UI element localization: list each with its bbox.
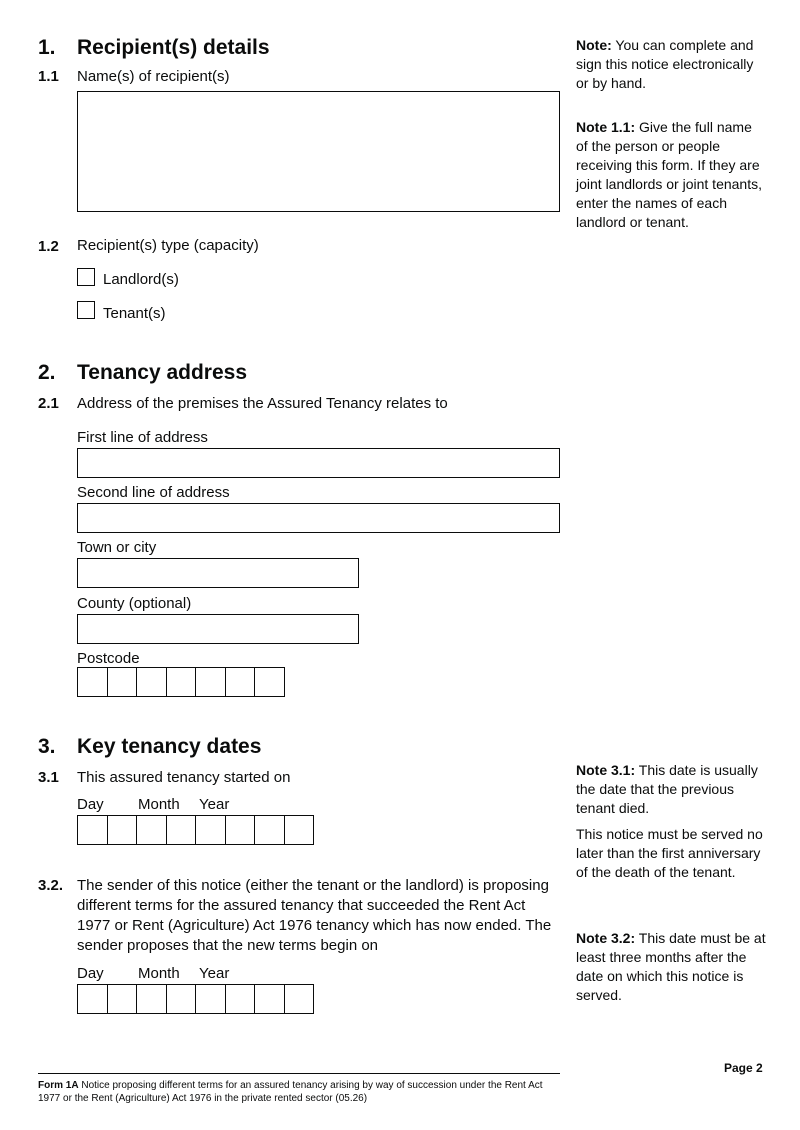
question-3-2-number: 3.2. bbox=[38, 877, 64, 894]
date-cell[interactable] bbox=[166, 984, 197, 1014]
general-note-label: Note: bbox=[576, 37, 612, 53]
section-2-number: 2. bbox=[38, 361, 56, 384]
question-3-2-label: The sender of this notice (either the tenant or the landlord) is proposing different terms for the assured tenancy that succeeded the Rent Act 1977 or Rent (Agriculture) Act 1976 tenancy which has now ended. The sender proposes that the new terms begin on bbox=[77, 877, 552, 954]
note-3-1-label: Note 3.1: bbox=[576, 762, 636, 778]
county-field[interactable] bbox=[77, 614, 359, 644]
footer-form-description bbox=[38, 1079, 560, 1105]
start-year-label: Year bbox=[199, 796, 230, 813]
tenant-checkbox[interactable] bbox=[77, 301, 95, 319]
footer-divider bbox=[38, 1073, 560, 1074]
footer-form-text: Notice proposing different terms for an assured tenancy arising by way of succession under the Rent Act 1977 or the Rent (Agriculture) Act 1976 in the private rented sector (05.26) bbox=[38, 1080, 543, 1104]
question-3-1-label: This assured tenancy started on bbox=[77, 769, 291, 786]
new-terms-year-label: Year bbox=[199, 965, 230, 982]
start-day-label: Day bbox=[77, 796, 104, 813]
note-1-1 bbox=[576, 118, 766, 232]
tenant-checkbox-label: Tenant(s) bbox=[103, 305, 166, 322]
postcode-cell[interactable] bbox=[225, 667, 256, 697]
date-cell[interactable] bbox=[254, 984, 285, 1014]
town-field[interactable] bbox=[77, 558, 359, 588]
section-1-title: Recipient(s) details bbox=[77, 36, 270, 59]
date-cell[interactable] bbox=[136, 815, 167, 845]
section-1-number: 1. bbox=[38, 36, 56, 59]
new-terms-date-field[interactable] bbox=[77, 984, 314, 1014]
postcode-cell[interactable] bbox=[195, 667, 226, 697]
general-note-text: You can complete and sign this notice electronically or by hand. bbox=[576, 37, 754, 91]
landlord-checkbox-label: Landlord(s) bbox=[103, 271, 179, 288]
question-1-2-number: 1.2 bbox=[38, 238, 59, 255]
postcode-cell[interactable] bbox=[166, 667, 197, 697]
question-2-1-number: 2.1 bbox=[38, 395, 59, 412]
address-line1-label: First line of address bbox=[77, 429, 208, 446]
question-2-1-label: Address of the premises the Assured Tenancy relates to bbox=[77, 395, 448, 412]
question-3-1-number: 3.1 bbox=[38, 769, 59, 786]
question-1-1-label: Name(s) of recipient(s) bbox=[77, 68, 230, 85]
address-line2-label: Second line of address bbox=[77, 484, 230, 501]
date-cell[interactable] bbox=[107, 815, 138, 845]
note-1-1-text: Give the full name of the person or people receiving this form. If they are joint landlords or joint tenants, enter the names of each landlord or tenant. bbox=[576, 119, 762, 230]
date-cell[interactable] bbox=[77, 815, 108, 845]
date-cell[interactable] bbox=[136, 984, 167, 1014]
postcode-label: Postcode bbox=[77, 650, 140, 667]
date-cell[interactable] bbox=[225, 984, 256, 1014]
date-cell[interactable] bbox=[77, 984, 108, 1014]
address-line2-field[interactable] bbox=[77, 503, 560, 533]
date-cell[interactable] bbox=[254, 815, 285, 845]
postcode-cell[interactable] bbox=[136, 667, 167, 697]
note-3-2-label: Note 3.2: bbox=[576, 930, 636, 946]
note-3-1-text: This date is usually the date that the previous tenant died. bbox=[576, 762, 758, 816]
date-cell[interactable] bbox=[284, 984, 315, 1014]
start-date-field[interactable] bbox=[77, 815, 314, 845]
question-1-1-number: 1.1 bbox=[38, 68, 59, 85]
postcode-cell[interactable] bbox=[77, 667, 108, 697]
recipient-names-field[interactable] bbox=[77, 91, 560, 212]
question-1-2-label: Recipient(s) type (capacity) bbox=[77, 237, 259, 254]
landlord-checkbox[interactable] bbox=[77, 268, 95, 286]
note-3-1 bbox=[576, 761, 766, 818]
town-label: Town or city bbox=[77, 539, 157, 556]
note-3-1-continued: This notice must be served no later than the first anniversary of the death of the tenant. bbox=[576, 826, 763, 880]
postcode-field[interactable] bbox=[77, 667, 285, 697]
date-cell[interactable] bbox=[195, 815, 226, 845]
address-line1-field[interactable] bbox=[77, 448, 560, 478]
footer-form-label: Form 1A bbox=[38, 1080, 79, 1091]
date-cell[interactable] bbox=[195, 984, 226, 1014]
note-3-2 bbox=[576, 929, 766, 1005]
start-month-label: Month bbox=[138, 796, 180, 813]
section-3-number: 3. bbox=[38, 735, 56, 758]
page-number: Page 2 bbox=[724, 1061, 763, 1075]
date-cell[interactable] bbox=[225, 815, 256, 845]
new-terms-day-label: Day bbox=[77, 965, 104, 982]
section-3-title: Key tenancy dates bbox=[77, 735, 262, 758]
new-terms-month-label: Month bbox=[138, 965, 180, 982]
section-2-title: Tenancy address bbox=[77, 361, 248, 384]
note-1-1-label: Note 1.1: bbox=[576, 119, 636, 135]
date-cell[interactable] bbox=[284, 815, 315, 845]
county-label: County (optional) bbox=[77, 595, 192, 612]
postcode-cell[interactable] bbox=[107, 667, 138, 697]
general-note bbox=[576, 36, 766, 93]
date-cell[interactable] bbox=[166, 815, 197, 845]
postcode-cell[interactable] bbox=[254, 667, 285, 697]
note-3-2-text: This date must be at least three months after the date on which this notice is served. bbox=[576, 930, 766, 1003]
date-cell[interactable] bbox=[107, 984, 138, 1014]
